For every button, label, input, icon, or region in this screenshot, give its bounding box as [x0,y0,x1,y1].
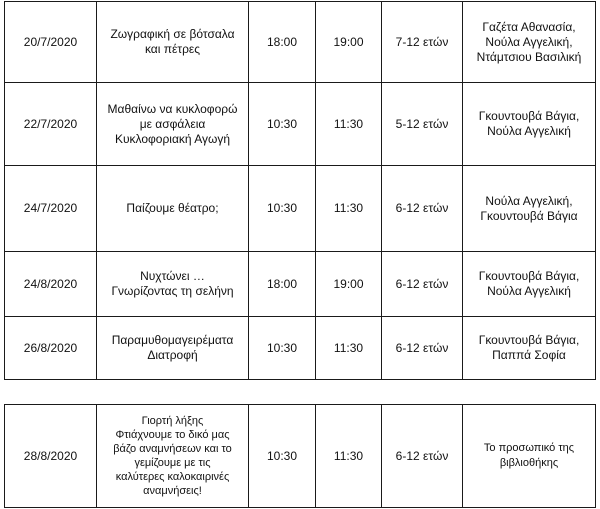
table-row [5,317,596,380]
end-time: 19:00 [316,252,382,317]
organizers: Νούλα Αγγελική, Γκουντουβά Βάγια [463,166,596,252]
event-title: Νυχτώνει … Γνωρίζοντας τη σελήνη [97,252,249,317]
event-date: 28/8/2020 [5,405,97,508]
age-range: 6-12 ετών [382,317,463,380]
organizers: Το προσωπικό της βιβλιοθήκης [463,405,596,508]
event-date: 24/7/2020 [5,166,97,252]
event-title: Μαθαίνω να κυκλοφορώ με ασφάλεια Κυκλοφοριακή Αγωγή [97,83,249,166]
event-date: 24/8/2020 [5,252,97,317]
closing-event-table [4,404,596,508]
table-row [5,2,596,83]
end-time: 11:30 [316,317,382,380]
start-time: 18:00 [249,252,316,317]
organizers: Γκουντουβά Βάγια, Παππά Σοφία [463,317,596,380]
age-range: 6-12 ετών [382,405,463,508]
age-range: 5-12 ετών [382,83,463,166]
age-range: 6-12 ετών [382,166,463,252]
event-title: Γιορτή λήξης Φτιάχνουμε το δικό μας βάζο αναμνήσεων και το γεμίζουμε με τις καλύτερες καλοκαιρινές αναμνήσεις! [97,405,249,508]
table-row [5,405,596,508]
organizers: Γκουντουβά Βάγια, Νούλα Αγγελική [463,252,596,317]
start-time: 10:30 [249,83,316,166]
age-range: 6-12 ετών [382,252,463,317]
start-time: 18:00 [249,2,316,83]
organizers: Γαζέτα Αθανασία, Νούλα Αγγελική, Ντάμτσιου Βασιλική [463,2,596,83]
organizers: Γκουντουβά Βάγια, Νούλα Αγγελική [463,83,596,166]
event-date: 22/7/2020 [5,83,97,166]
table-row [5,252,596,317]
start-time: 10:30 [249,166,316,252]
event-title: Ζωγραφική σε βότσαλα και πέτρες [97,2,249,83]
end-time: 19:00 [316,2,382,83]
schedule-table [4,1,596,380]
end-time: 11:30 [316,83,382,166]
end-time: 11:30 [316,405,382,508]
start-time: 10:30 [249,317,316,380]
age-range: 7-12 ετών [382,2,463,83]
event-date: 26/8/2020 [5,317,97,380]
table-row [5,83,596,166]
end-time: 11:30 [316,166,382,252]
event-date: 20/7/2020 [5,2,97,83]
event-title: Παίζουμε θέατρο; [97,166,249,252]
event-title: Παραμυθομαγειρέματα Διατροφή [97,317,249,380]
table-row [5,166,596,252]
start-time: 10:30 [249,405,316,508]
